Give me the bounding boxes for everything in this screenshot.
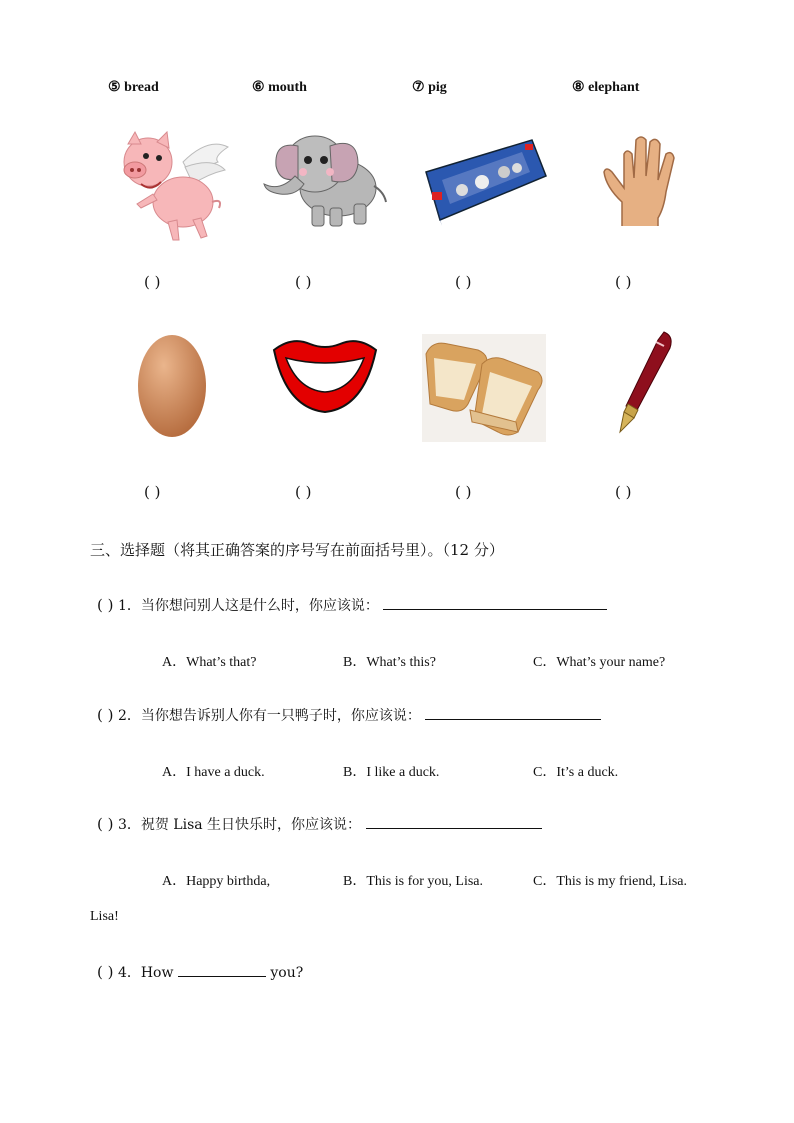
answer-paren-8[interactable]: ( ) — [615, 483, 632, 501]
question-3-wrap-text: Lisa! — [90, 909, 119, 924]
word-label-8: ⑧ elephant — [572, 80, 640, 95]
word-label-5: ⑤ bread — [108, 80, 159, 95]
answer-paren-5[interactable]: ( ) — [144, 483, 161, 501]
question-2-paren[interactable]: ( ) — [97, 706, 114, 724]
question-1-option-a[interactable]: A．What’s that? — [162, 655, 257, 670]
word-label-6: ⑥ mouth — [252, 80, 307, 95]
answer-paren-2[interactable]: ( ) — [295, 273, 312, 291]
question-3-blank[interactable] — [366, 814, 542, 829]
question-4-paren[interactable]: ( ) — [97, 963, 114, 981]
question-3-option-a[interactable]: A．Happy birthda, — [162, 874, 271, 889]
word-label-7: ⑦ pig — [412, 80, 447, 95]
pen-image — [606, 330, 676, 434]
pig-image — [113, 122, 233, 247]
question-2-option-c[interactable]: C．It’s a duck. — [533, 765, 619, 780]
question-3-option-b[interactable]: B．This is for you, Lisa. — [343, 874, 483, 889]
question-4 — [97, 962, 303, 982]
question-1-option-c[interactable]: C．What’s your name? — [533, 655, 666, 670]
question-2-blank[interactable] — [425, 705, 601, 720]
bread-image — [422, 334, 546, 442]
question-3-option-c[interactable]: C．This is my friend, Lisa. — [533, 874, 687, 889]
pencil-case-image — [422, 132, 548, 227]
question-3-stem: 3．祝贺 Lisa 生日快乐时，你应该说： — [117, 817, 362, 833]
hand-image — [600, 132, 690, 232]
question-1-blank[interactable] — [383, 595, 607, 610]
lips-image — [272, 338, 378, 416]
question-1-option-b[interactable]: B．What’s this? — [343, 655, 436, 670]
question-3 — [97, 814, 542, 834]
question-2 — [97, 705, 601, 725]
section3-title: 三、选择题（将其正确答案的序号写在前面括号里）。（12 分） — [90, 541, 504, 559]
elephant-image — [260, 126, 390, 231]
question-2-option-b[interactable]: B．I like a duck. — [343, 765, 440, 780]
question-2-stem: 2．当你想告诉别人你有一只鸭子时，你应该说： — [117, 708, 421, 724]
question-2-option-a[interactable]: A．I have a duck. — [162, 765, 265, 780]
answer-paren-6[interactable]: ( ) — [295, 483, 312, 501]
question-1 — [97, 595, 607, 615]
question-4-stem-before: 4．How — [117, 965, 174, 981]
answer-paren-7[interactable]: ( ) — [455, 483, 472, 501]
answer-paren-3[interactable]: ( ) — [455, 273, 472, 291]
question-3-paren[interactable]: ( ) — [97, 815, 114, 833]
answer-paren-4[interactable]: ( ) — [615, 273, 632, 291]
question-4-stem-after: you? — [270, 965, 304, 981]
question-4-blank[interactable] — [178, 962, 266, 977]
question-1-paren[interactable]: ( ) — [97, 596, 114, 614]
answer-paren-1[interactable]: ( ) — [144, 273, 161, 291]
question-1-stem: 1．当你想问别人这是什么时，你应该说： — [117, 598, 379, 614]
egg-image — [134, 333, 214, 443]
